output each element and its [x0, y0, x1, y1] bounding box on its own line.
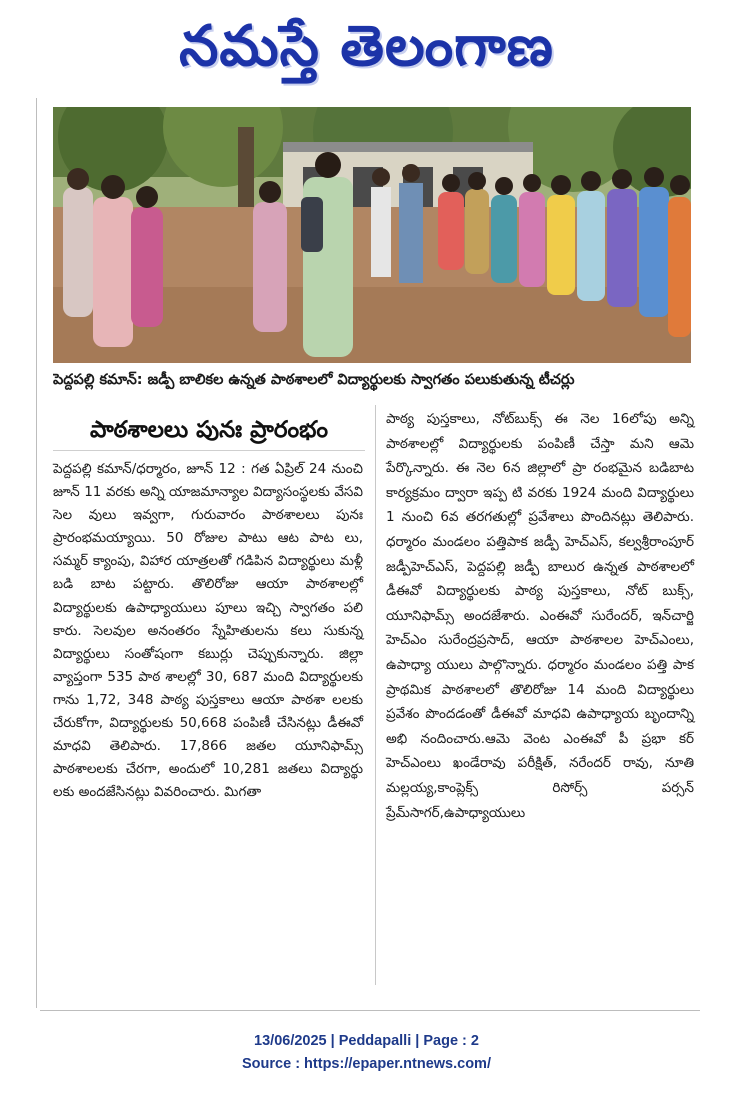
- column-divider: [375, 405, 376, 985]
- footer: [0, 1030, 733, 1076]
- news-photo: [53, 107, 691, 363]
- footer-meta: 13/06/2025 | Peddapalli | Page : 2: [254, 1033, 479, 1049]
- article-body-right: పాఠ్య పుస్తకాలు, నోట్‌బుక్స్ ఈ నెల 16లోపు అన్ని పాఠశాలల్లో విద్యార్థులకు పంపిణీ చేస్తా మని ఆమె పేర్కొన్నారు. ఈ నెల 6న జిల్లాలో ప్రా రంభమైన బడిబాట కార్యక్రమం ద్వారా ఇప్ప టి వరకు 1924 మంది విద్యార్థులు 1 నుంచి 6వ తరగతుల్లో ప్రవేశాలు పొందినట్లు తెలిపారు. ధర్మారం మండలం పత్తిపాక జడ్పీ హెచ్ఎస్, కల్వశ్రీరాంపూర్ జడ్పీహెచ్ఎస్, పెద్దపల్లి జడ్పీ బాలుర ఉన్నత పాఠశాలలో డీఈవో విద్యార్థులకు పాఠ్య పుస్తకాలు, నోట్ బుక్స్, యూనిఫామ్స్ అందజేశారు. ఎంఈవో సురేందర్, ఇన్‌చార్జి హెచ్ఎం సురేంద్రప్రసాద్, ఆయా పాఠశాలల హెచ్ఎంలు, ఉపాధ్యా యులు పాల్గొన్నారు. ధర్మారం మండలం పత్తి పాక ప్రాథమిక పాఠశాలలో తొలిరోజు 14 మంది విద్యార్థులు ప్రవేశం పొందడంతో డీఈవో మాధవి ఉపాధ్యాయ బృందాన్ని అభి నందించారు.ఆమె వెంట ఎంఈవో పీ ప్రభా కర్ హెచ్ఎంలు ఖండేరావు పరీక్షిత్, నరేందర్ రావు, నూతి మల్లయ్య,కాంప్లెక్స్ రిసోర్స్ పర్సన్ ప్రేమ్‌సాగర్,ఉపాధ్యాయులు: [386, 411, 694, 821]
- footer-rule: [40, 1010, 700, 1011]
- article-body-left: పెద్దపల్లి కమాన్/ధర్మారం, జూన్ 12 : గత ఏప్రిల్ 24 నుంచి జూన్ 11 వరకు అన్ని యాజమాన్యాల విద్యాసంస్థలకు వేసవి సెల వులు ఇవ్వగా, గురువారం పాఠశాలలు పునః ప్రారంభమయ్యాయి. 50 రోజుల పాటు ఆట పాట లు, సమ్మర్ క్యాంపు, విహార యాత్రలతో గడిపిన విద్యార్థులు మళ్లీ బడి బాట పట్టారు. తొలిరోజు ఆయా పాఠశాలల్లో విద్యార్థులకు ఉపాధ్యాయులు పూలు ఇచ్చి స్వాగతం పలి కారు. సెలవుల అనంతరం స్నేహితులను కలు సుకున్న విద్యార్థులు సంతోషంగా కబుర్లు చెప్పుకున్నారు. జిల్లా వ్యాప్తంగా 535 పాఠ శాలల్లో 30, 687 మంది విద్యార్థులకు గాను 1,72, 348 పాఠ్య పుస్తకాలు ఆయా పాఠశా లలకు చేరుకోగా, విద్యార్థులకు 50,668 పంపిణీ చేసినట్లు డీఈవో మాధవి తెలిపారు. 17,866 జతల యూనిఫామ్స్ పాఠశాలలకు చేరగా, అందులో 10,281 జతలు విద్యార్థు లకు అందజేసినట్లు వివరించారు. మిగతా: [53, 461, 363, 801]
- masthead-title: నమస్తే తెలంగాణ: [179, 13, 554, 79]
- article-headline: పాఠశాలలు పునః ప్రారంభం: [53, 410, 365, 451]
- column-rule: [36, 98, 37, 1008]
- footer-source-link[interactable]: Source : https://epaper.ntnews.com/: [242, 1056, 491, 1072]
- photo-caption: పెద్దపల్లి కమాన్: జడ్పీ బాలికల ఉన్నత పాఠశాలలో విద్యార్థులకు స్వాగతం పలుకుతున్న టీచర్లు: [53, 372, 575, 388]
